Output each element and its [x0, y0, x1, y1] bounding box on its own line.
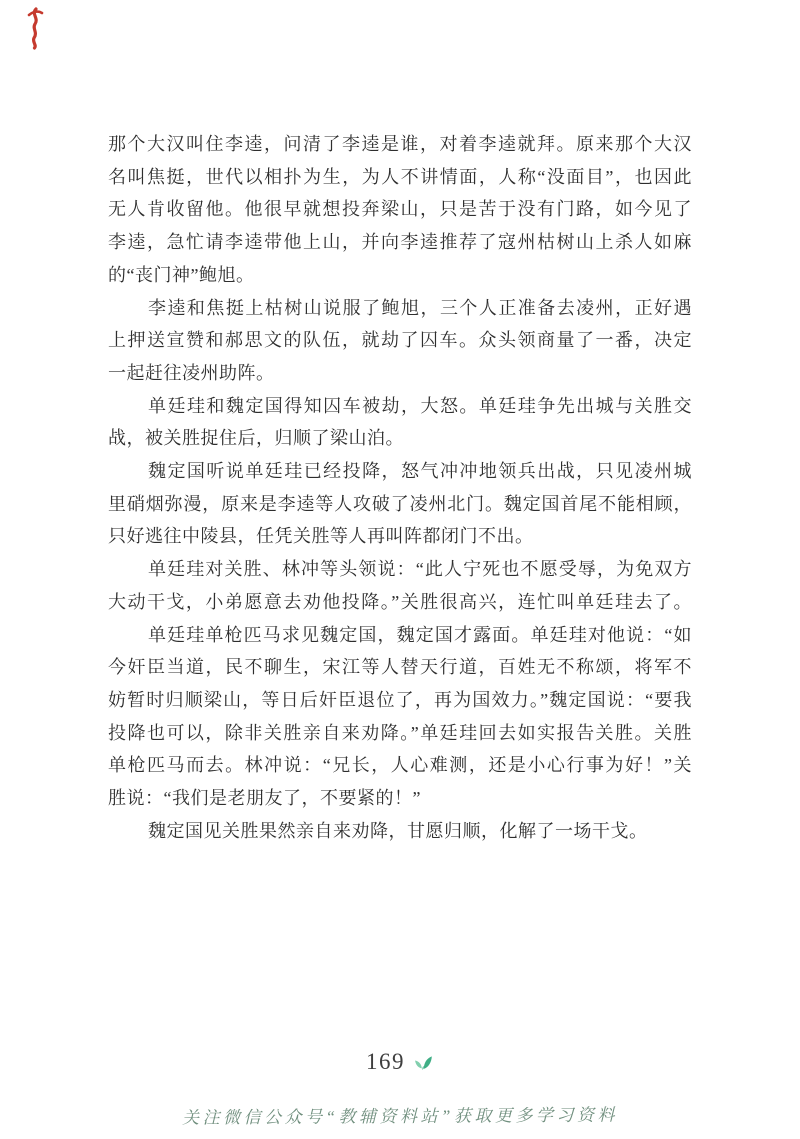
text-line: 单廷珪和魏定国得知囚车被劫，大怒。单廷珪争先出城与关胜交: [148, 395, 692, 416]
text-line: 那个大汉叫住李逵，问清了李逵是谁，对着李逵就拜。原来那个大汉: [108, 134, 692, 154]
text-line: 魏定国听说单廷珪已经投降，怒气冲冲地领兵出战，只见凌州城: [148, 461, 692, 482]
leaf-sprout-icon: [414, 1054, 434, 1071]
text-line: 胜说：“我们是老朋友了，不要紧的！”: [108, 788, 421, 809]
text-line: 今奸臣当道，民不聊生，宋江等人替天行道，百姓无不称颂，将军不: [108, 657, 692, 678]
watermark-text: 关注微信公众号“教辅资料站”获取更多学习资料: [181, 1105, 619, 1128]
red-seal-mark: [24, 6, 46, 50]
story-text: [108, 128, 692, 847]
text-line: 投降也可以，除非关胜亲自来劝降。”单廷珪回去如实报告关胜。关胜: [108, 722, 692, 743]
text-line: 只好逃往中陵县，任凭关胜等人再叫阵都闭门不出。: [108, 526, 534, 547]
page-number: 169: [366, 1049, 405, 1074]
text-line: 魏定国见关胜果然亲自来劝降，甘愿归顺，化解了一场干戈。: [148, 820, 648, 841]
text-line: 一起赶往凌州助阵。: [108, 362, 275, 383]
text-line: 李逵和焦挺上枯树山说服了鲍旭，三个人正准备去凌州，正好遇: [148, 297, 692, 318]
text-line: 上押送宣赞和郝思文的队伍，就劫了囚车。众头领商量了一番，决定: [108, 330, 692, 351]
text-line: 单廷珪对关胜、林冲等头领说：“此人宁死也不愿受辱，为免双方: [148, 559, 692, 580]
text-line: 单廷珪单枪匹马求见魏定国，魏定国才露面。单廷珪对他说：“如: [148, 624, 692, 645]
text-line: 无人肯收留他。他很早就想投奔梁山，只是苦于没有门路，如今见了: [108, 199, 692, 220]
text-line: 妨暂时归顺梁山，等日后奸臣退位了，再为国效力。”魏定国说：“要我: [108, 689, 692, 710]
text-line: 战，被关胜捉住后，归顺了梁山泊。: [108, 428, 404, 449]
page-footer: [0, 1049, 800, 1075]
text-line: 的“丧门神”鲍旭。: [108, 264, 255, 285]
text-line: 里硝烟弥漫，原来是李逵等人攻破了凌州北门。魏定国首尾不能相顾，: [108, 493, 692, 514]
text-line: 单枪匹马而去。林冲说：“兄长，人心难测，还是小心行事为好！”关: [108, 755, 692, 776]
text-line: 大动干戈，小弟愿意去劝他投降。”关胜很高兴，连忙叫单廷珪去了。: [108, 591, 692, 612]
text-line: 李逵，急忙请李逵带他上山，并向李逵推荐了寇州枯树山上杀人如麻: [108, 232, 692, 253]
text-line: 名叫焦挺，世代以相扑为生，为人不讲情面，人称“没面目”，也因此: [108, 166, 692, 187]
